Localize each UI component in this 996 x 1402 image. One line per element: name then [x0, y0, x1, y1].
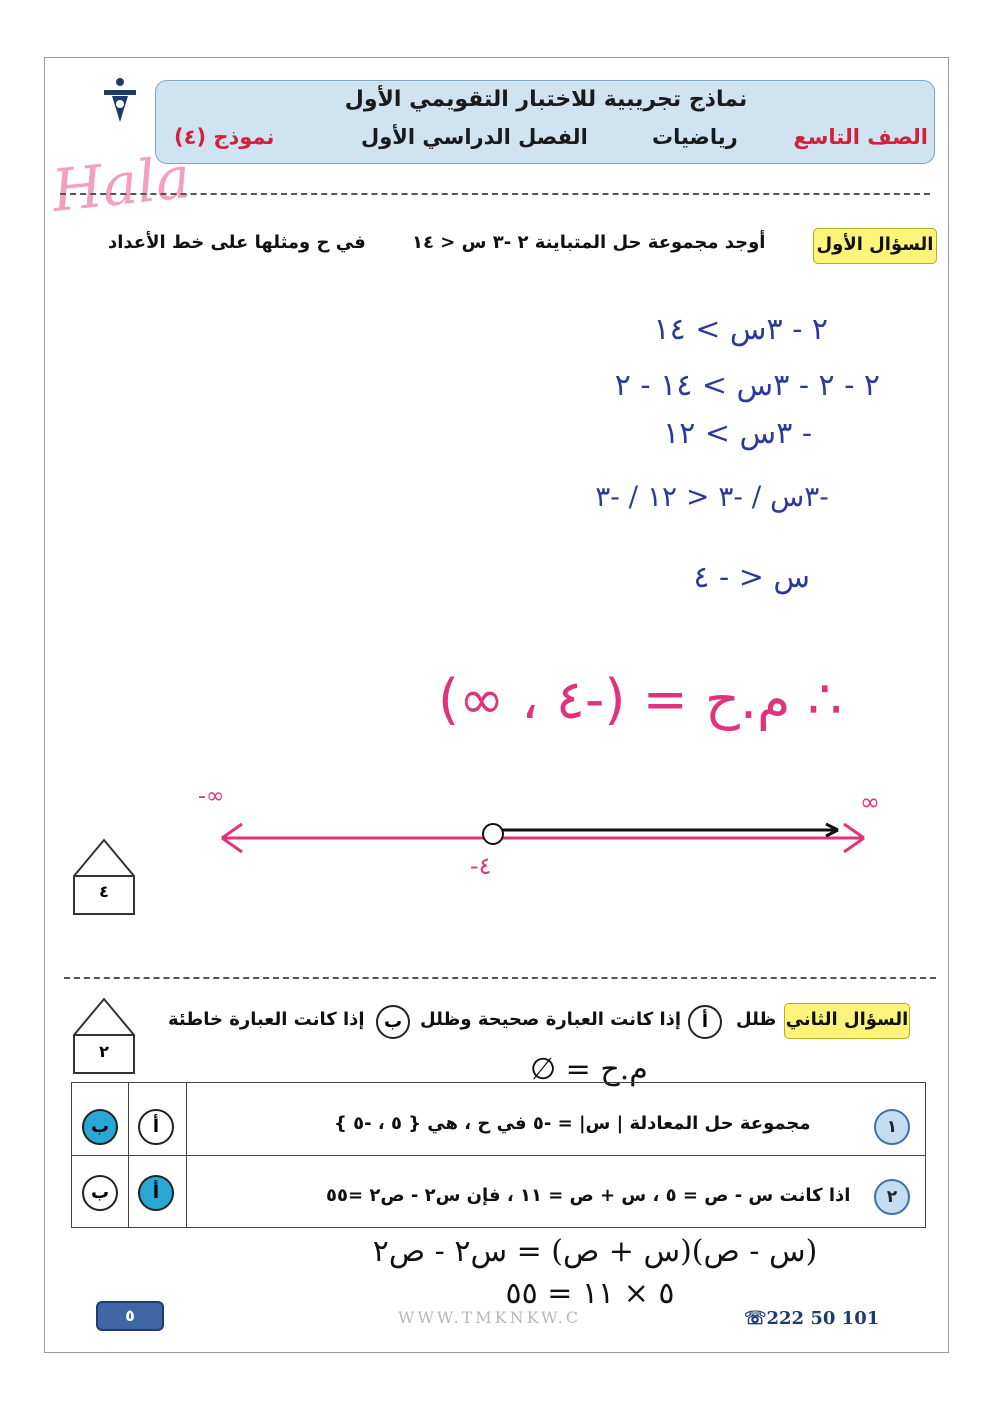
- footer-phone: ☏222 50 101: [744, 1308, 880, 1329]
- q1-score: ٤: [99, 882, 109, 901]
- header-model: نموذج (٤): [174, 125, 275, 149]
- choice-a-bubble[interactable]: أ: [138, 1175, 174, 1211]
- q2-instruction-a: أ: [688, 1005, 722, 1039]
- row-number: ١: [874, 1109, 910, 1145]
- q2-tag: السؤال الثاني: [784, 1003, 910, 1039]
- number-line: [200, 780, 900, 890]
- page-number: ٥: [96, 1301, 164, 1331]
- choice-b-bubble[interactable]: ب: [82, 1175, 118, 1211]
- q2-note: م.ح = ∅: [530, 1052, 648, 1087]
- header-title: نماذج تجريبية للاختبار التقويمي الأول: [344, 87, 748, 112]
- choice-b-bubble[interactable]: ب: [82, 1109, 118, 1145]
- q1-text-tail: في ح ومثلها على خط الأعداد: [108, 232, 366, 253]
- q2-text-true: إذا كانت العبارة صحيحة وظلل: [420, 1009, 682, 1030]
- q2-work-line-2: ٥ × ١١ = ٥٥: [505, 1276, 675, 1311]
- footer-website: WWW.TMKNKW.C: [398, 1308, 581, 1327]
- header-semester: الفصل الدراسي الأول: [361, 125, 588, 149]
- watermark-signature: Hala: [48, 142, 194, 226]
- q1-text: أوجد مجموعة حل المتباينة ٢ -٣ س < ١٤: [412, 232, 766, 253]
- row-number: ٢: [874, 1179, 910, 1215]
- q2-text-false: إذا كانت العبارة خاطئة: [168, 1009, 365, 1030]
- q2-score-box: [72, 995, 136, 1075]
- q1-work-line-3: - ٣س > ١٢: [663, 416, 812, 451]
- q1-solution-set: ∴ م.ح = (-٤ ، ∞): [438, 668, 842, 731]
- q1-tag: السؤال الأول: [813, 228, 937, 264]
- q1-work-line-1: ٢ - ٣س > ١٤: [653, 312, 828, 347]
- q1-work-line-4: -٣س / -٣ < ١٢ / -٣: [595, 480, 829, 513]
- q2-table: [71, 1082, 926, 1228]
- q2-score: ٢: [99, 1042, 109, 1061]
- divider-top: [60, 193, 930, 195]
- logo-icon: [98, 74, 142, 126]
- header-banner: [155, 80, 935, 164]
- header-subject: رياضيات: [652, 125, 738, 149]
- q2-work-line-1: (س - ص)(س + ص) = س٢ - ص٢: [372, 1234, 818, 1269]
- number-line-point-label: -٤: [470, 852, 492, 880]
- q2-instruction-b: ب: [376, 1005, 410, 1039]
- divider-middle: [64, 977, 936, 979]
- q1-score-box: [72, 836, 136, 916]
- row-statement: مجموعة حل المعادلة | س| = -٥ في ح ، هي { ٥ ، -٥ }: [334, 1113, 811, 1134]
- row-statement: اذا كانت س - ص = ٥ ، س + ص = ١١ ، فإن س٢ - ص٢ =٥٥: [326, 1185, 851, 1206]
- number-line-left-label: -∞: [198, 784, 225, 809]
- choice-a-bubble[interactable]: أ: [138, 1109, 174, 1145]
- header-grade: الصف التاسع: [793, 125, 928, 149]
- q1-work-line-5: س < - ٤: [693, 560, 810, 595]
- q1-work-line-2: ٢ - ٢ - ٣س > ١٤ - ٢: [614, 368, 880, 403]
- q2-text-shade: ظلل: [736, 1009, 777, 1030]
- number-line-right-label: ∞: [860, 788, 880, 816]
